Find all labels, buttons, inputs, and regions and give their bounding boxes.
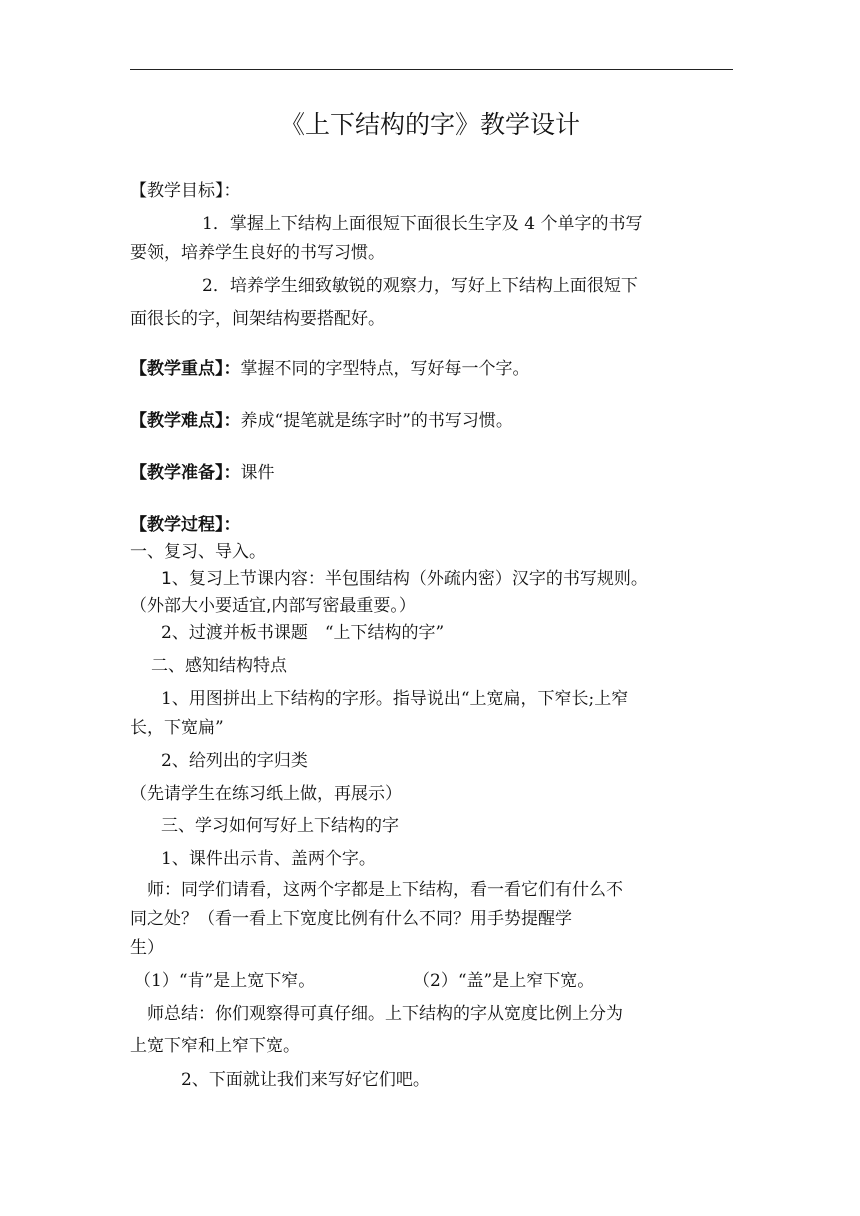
teacher-line-3: 生） [130,938,164,958]
section-3-item-2: 2、下面就让我们来写好它们吧。 [181,1070,430,1090]
section-1-item-1-line-2: （外部大小要适宜,内部写密最重要。） [130,596,416,616]
section-3-heading: 三、学习如何写好上下结构的字 [161,816,399,836]
key-point-text: 掌握不同的字型特点，写好每一个字。 [240,359,530,379]
section-1-heading: 一、复习、导入。 [130,542,266,562]
compare-gai: （2）“盖”是上窄下宽。 [413,971,595,991]
key-point-label: 【教学重点】： [130,359,241,379]
compare-ken: （1）“肯”是上宽下窄。 [134,971,316,991]
goal-2-line-2: 面很长的字，间架结构要搭配好。 [130,309,385,329]
document-title: 《上下结构的字》教学设计 [279,110,580,139]
teacher-line-1: 师：同学们请看，这两个字都是上下结构，看一看它们有什么不 [147,880,623,900]
goal-2-line-1: 2．培养学生细致敏锐的观察力，写好上下结构上面很短下 [202,276,638,296]
goals-heading: 【教学目标】： [130,181,241,201]
difficulty-label: 【教学难点】： [130,411,241,431]
section-2-heading: 二、感知结构特点 [151,656,287,676]
summary-line-2: 上宽下窄和上窄下宽。 [130,1036,300,1056]
goal-1-line-1: 1．掌握上下结构上面很短下面很长生字及 4 个单字的书写 [202,214,643,234]
summary-line-1: 师总结：你们观察得可真仔细。上下结构的字从宽度比例上分为 [147,1004,623,1024]
key-point-row [130,358,530,380]
section-2-note: （先请学生在练习纸上做，再展示） [130,784,402,804]
section-1-item-1-line-1: 1、复习上节课内容：半包围结构（外疏内密）汉字的书写规则。 [161,569,648,589]
section-3-item-1: 1、课件出示肯、盖两个字。 [161,849,376,869]
difficulty-text: 养成“提笔就是练字时”的书写习惯。 [240,411,513,431]
difficulty-row [130,410,513,432]
preparation-label: 【教学准备】： [130,463,241,483]
section-1-item-2: 2、过渡并板书课题 “上下结构的字” [161,623,445,643]
preparation-text: 课件 [240,463,275,483]
section-2-item-1-line-2: 长，下宽扁” [130,718,224,738]
section-2-item-2: 2、给列出的字归类 [161,751,308,771]
teacher-line-2: 同之处？（看一看上下宽度比例有什么不同？用手势提醒学 [130,909,572,929]
section-2-item-1-line-1: 1、用图拼出上下结构的字形。指导说出“上宽扁，下窄长;上窄 [161,689,629,709]
goal-1-line-2: 要领，培养学生良好的书写习惯。 [130,243,385,263]
preparation-row [130,462,275,484]
header-rule [130,69,733,70]
process-heading: 【教学过程】： [130,515,241,535]
